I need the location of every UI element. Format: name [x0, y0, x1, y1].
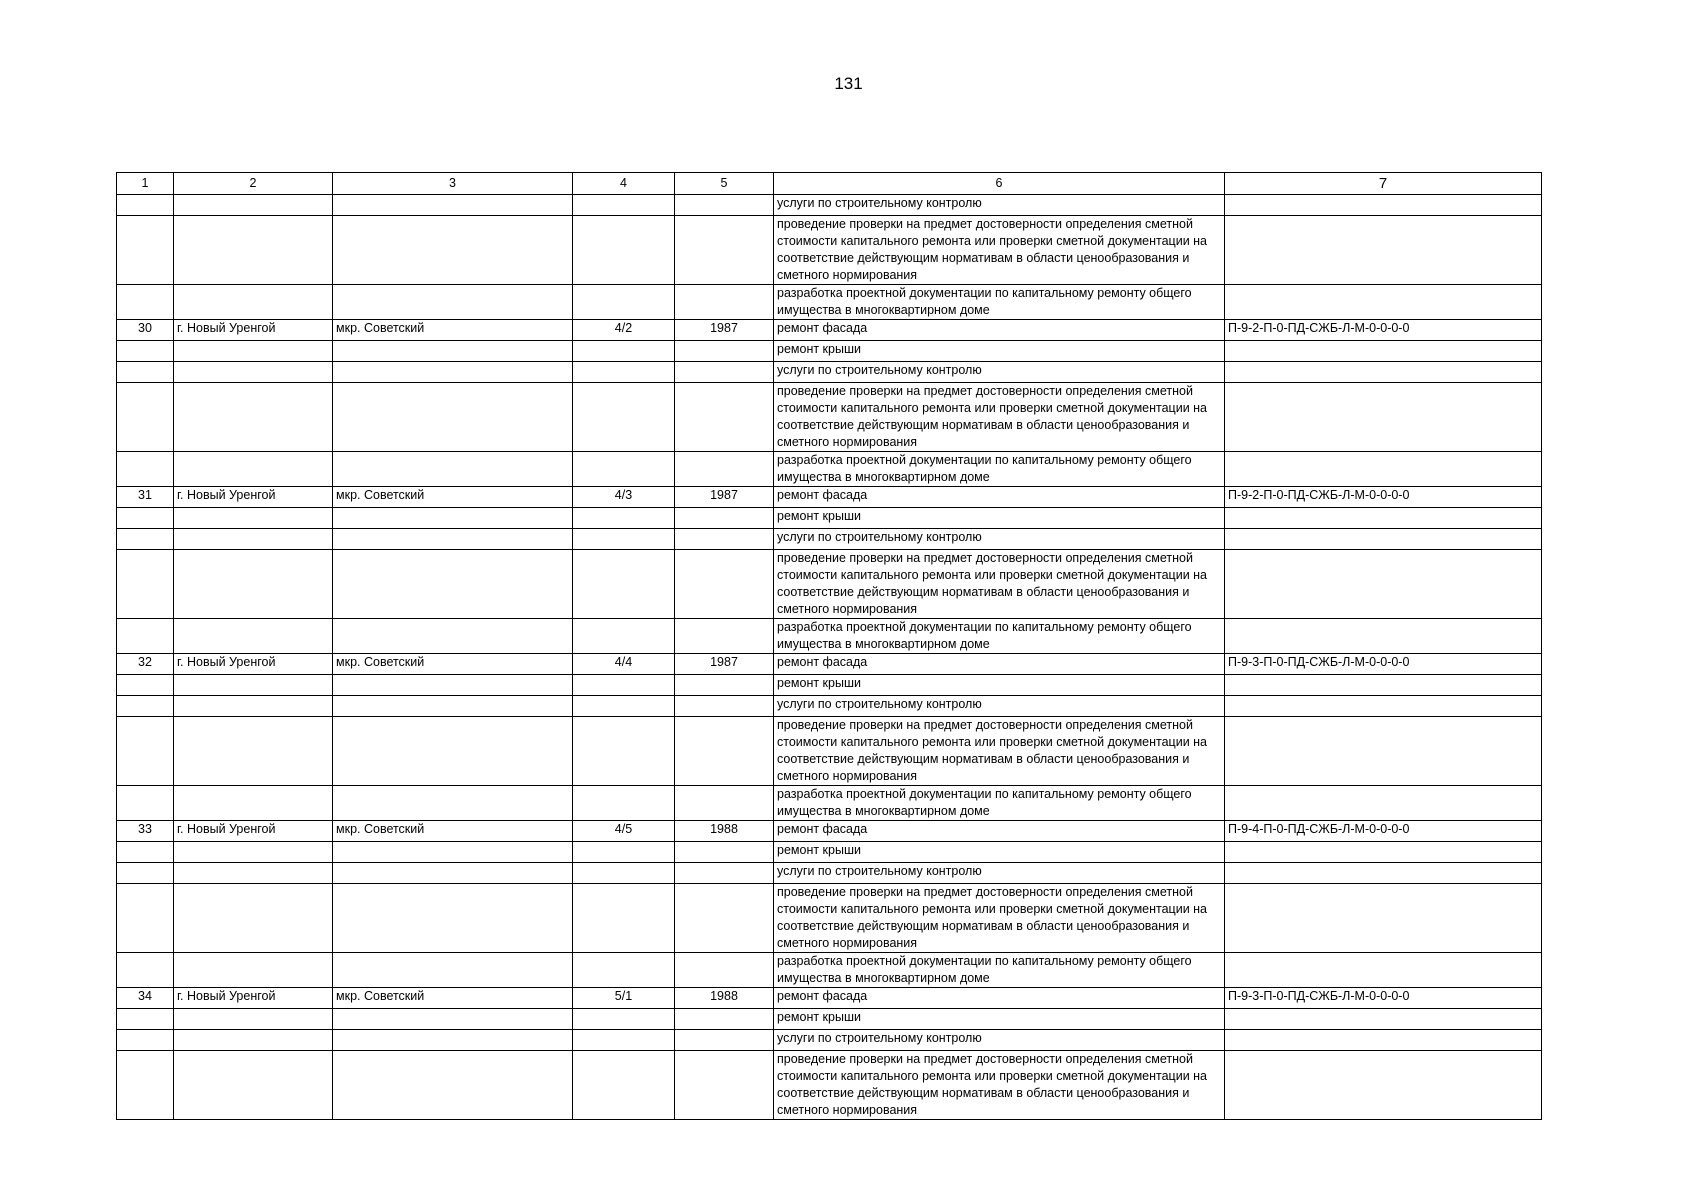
building-code-cell	[1225, 529, 1542, 550]
work-type-cell: услуги по строительному контролю	[774, 1030, 1225, 1051]
building-code-cell: П-9-3-П-0-ПД-СЖБ-Л-М-0-0-0-0	[1225, 988, 1542, 1009]
house-number-cell	[573, 195, 675, 216]
building-code-cell	[1225, 285, 1542, 320]
district-cell	[333, 1051, 573, 1120]
district-cell	[333, 884, 573, 953]
header-cell-7: 7	[1225, 173, 1542, 195]
work-type-cell: ремонт фасада	[774, 320, 1225, 341]
row-number-cell: 32	[117, 654, 174, 675]
row-number-cell	[117, 383, 174, 452]
header-cell-1: 1	[117, 173, 174, 195]
build-year-cell	[675, 285, 774, 320]
row-number-cell	[117, 619, 174, 654]
work-type-cell: услуги по строительному контролю	[774, 195, 1225, 216]
district-cell	[333, 786, 573, 821]
city-cell	[174, 550, 333, 619]
build-year-cell	[675, 884, 774, 953]
district-cell	[333, 717, 573, 786]
table-row	[117, 487, 1542, 508]
row-number-cell	[117, 696, 174, 717]
house-number-cell	[573, 786, 675, 821]
city-cell	[174, 884, 333, 953]
building-code-cell	[1225, 550, 1542, 619]
house-number-cell	[573, 619, 675, 654]
city-cell	[174, 1051, 333, 1120]
work-type-cell: разработка проектной документации по капитальному ремонту общего имущества в многоквартирном доме	[774, 786, 1225, 821]
building-code-cell: П-9-3-П-0-ПД-СЖБ-Л-М-0-0-0-0	[1225, 654, 1542, 675]
work-type-cell: проведение проверки на предмет достоверности определения сметной стоимости капитального ремонта или проверки сметной документации на соответствие действующим нормативам в области ценообразования и сметного нормирования	[774, 216, 1225, 285]
district-cell	[333, 383, 573, 452]
city-cell	[174, 786, 333, 821]
row-number-cell	[117, 842, 174, 863]
district-cell	[333, 452, 573, 487]
district-cell	[333, 696, 573, 717]
table-row	[117, 529, 1542, 550]
table-row	[117, 717, 1542, 786]
row-number-cell	[117, 452, 174, 487]
page-number: 131	[834, 74, 863, 93]
building-code-cell	[1225, 452, 1542, 487]
building-code-cell	[1225, 216, 1542, 285]
building-code-cell	[1225, 341, 1542, 362]
row-number-cell	[117, 508, 174, 529]
house-number-cell: 4/2	[573, 320, 675, 341]
district-cell	[333, 529, 573, 550]
city-cell: г. Новый Уренгой	[174, 654, 333, 675]
table-row	[117, 696, 1542, 717]
row-number-cell	[117, 341, 174, 362]
house-number-cell: 4/5	[573, 821, 675, 842]
row-number-cell: 30	[117, 320, 174, 341]
row-number-cell	[117, 786, 174, 821]
work-type-cell: ремонт фасада	[774, 654, 1225, 675]
build-year-cell	[675, 1051, 774, 1120]
table-row	[117, 953, 1542, 988]
row-number-cell	[117, 362, 174, 383]
row-number-cell	[117, 1030, 174, 1051]
work-type-cell: проведение проверки на предмет достоверности определения сметной стоимости капитального ремонта или проверки сметной документации на соответствие действующим нормативам в области ценообразования и сметного нормирования	[774, 550, 1225, 619]
row-number-cell	[117, 717, 174, 786]
district-cell	[333, 1030, 573, 1051]
city-cell	[174, 529, 333, 550]
district-cell: мкр. Советский	[333, 487, 573, 508]
table-row	[117, 383, 1542, 452]
building-code-cell	[1225, 863, 1542, 884]
building-code-cell	[1225, 1051, 1542, 1120]
table-row	[117, 320, 1542, 341]
row-number-cell: 31	[117, 487, 174, 508]
table-row	[117, 1051, 1542, 1120]
build-year-cell: 1987	[675, 487, 774, 508]
work-type-cell: ремонт фасада	[774, 487, 1225, 508]
build-year-cell	[675, 362, 774, 383]
row-number-cell	[117, 884, 174, 953]
build-year-cell	[675, 195, 774, 216]
building-code-cell	[1225, 195, 1542, 216]
table-row	[117, 1009, 1542, 1030]
building-code-cell	[1225, 953, 1542, 988]
city-cell	[174, 717, 333, 786]
district-cell: мкр. Советский	[333, 320, 573, 341]
city-cell	[174, 675, 333, 696]
build-year-cell	[675, 1030, 774, 1051]
work-type-cell: ремонт фасада	[774, 821, 1225, 842]
city-cell	[174, 195, 333, 216]
table-row	[117, 550, 1542, 619]
house-number-cell	[573, 362, 675, 383]
build-year-cell	[675, 786, 774, 821]
building-code-cell	[1225, 842, 1542, 863]
building-code-cell	[1225, 884, 1542, 953]
header-cell-3: 3	[333, 173, 573, 195]
build-year-cell	[675, 696, 774, 717]
building-code-cell	[1225, 383, 1542, 452]
city-cell: г. Новый Уренгой	[174, 988, 333, 1009]
city-cell	[174, 619, 333, 654]
build-year-cell: 1988	[675, 988, 774, 1009]
table-row	[117, 452, 1542, 487]
city-cell: г. Новый Уренгой	[174, 821, 333, 842]
district-cell	[333, 216, 573, 285]
table-row	[117, 654, 1542, 675]
district-cell	[333, 195, 573, 216]
table-row	[117, 508, 1542, 529]
work-type-cell: ремонт крыши	[774, 675, 1225, 696]
work-type-cell: ремонт крыши	[774, 1009, 1225, 1030]
city-cell	[174, 508, 333, 529]
row-number-cell	[117, 1009, 174, 1030]
city-cell: г. Новый Уренгой	[174, 320, 333, 341]
district-cell	[333, 362, 573, 383]
table-row	[117, 1030, 1542, 1051]
build-year-cell	[675, 863, 774, 884]
build-year-cell	[675, 529, 774, 550]
build-year-cell	[675, 953, 774, 988]
district-cell	[333, 1009, 573, 1030]
house-number-cell	[573, 216, 675, 285]
build-year-cell	[675, 550, 774, 619]
district-cell	[333, 842, 573, 863]
table-row	[117, 341, 1542, 362]
house-number-cell	[573, 696, 675, 717]
building-code-cell	[1225, 362, 1542, 383]
house-number-cell	[573, 953, 675, 988]
build-year-cell: 1987	[675, 320, 774, 341]
header-cell-6: 6	[774, 173, 1225, 195]
house-number-cell: 5/1	[573, 988, 675, 1009]
building-code-cell	[1225, 786, 1542, 821]
house-number-cell	[573, 717, 675, 786]
row-number-cell	[117, 550, 174, 619]
house-number-cell	[573, 452, 675, 487]
table-body	[117, 195, 1542, 1120]
work-type-cell: проведение проверки на предмет достоверности определения сметной стоимости капитального ремонта или проверки сметной документации на соответствие действующим нормативам в области ценообразования и сметного нормирования	[774, 717, 1225, 786]
city-cell	[174, 452, 333, 487]
house-number-cell	[573, 341, 675, 362]
house-number-cell	[573, 884, 675, 953]
work-type-cell: разработка проектной документации по капитальному ремонту общего имущества в многоквартирном доме	[774, 285, 1225, 320]
table-row	[117, 884, 1542, 953]
district-cell	[333, 675, 573, 696]
header-cell-2: 2	[174, 173, 333, 195]
build-year-cell	[675, 452, 774, 487]
table-row	[117, 786, 1542, 821]
city-cell	[174, 863, 333, 884]
row-number-cell	[117, 1051, 174, 1120]
building-code-cell	[1225, 1030, 1542, 1051]
district-cell	[333, 619, 573, 654]
work-type-cell: проведение проверки на предмет достоверности определения сметной стоимости капитального ремонта или проверки сметной документации на соответствие действующим нормативам в области ценообразования и сметного нормирования	[774, 884, 1225, 953]
table-row	[117, 842, 1542, 863]
building-code-cell: П-9-2-П-0-ПД-СЖБ-Л-М-0-0-0-0	[1225, 320, 1542, 341]
work-type-cell: услуги по строительному контролю	[774, 696, 1225, 717]
house-number-cell	[573, 842, 675, 863]
table-row	[117, 821, 1542, 842]
house-number-cell	[573, 1009, 675, 1030]
city-cell	[174, 953, 333, 988]
city-cell	[174, 362, 333, 383]
work-type-cell: ремонт фасада	[774, 988, 1225, 1009]
work-type-cell: разработка проектной документации по капитальному ремонту общего имущества в многоквартирном доме	[774, 452, 1225, 487]
house-number-cell: 4/4	[573, 654, 675, 675]
works-table	[116, 172, 1542, 1120]
table-row	[117, 988, 1542, 1009]
table-row	[117, 619, 1542, 654]
table-row	[117, 285, 1542, 320]
city-cell	[174, 216, 333, 285]
work-type-cell: услуги по строительному контролю	[774, 529, 1225, 550]
building-code-cell	[1225, 508, 1542, 529]
building-code-cell: П-9-2-П-0-ПД-СЖБ-Л-М-0-0-0-0	[1225, 487, 1542, 508]
build-year-cell	[675, 717, 774, 786]
table-row	[117, 362, 1542, 383]
row-number-cell: 33	[117, 821, 174, 842]
building-code-cell: П-9-4-П-0-ПД-СЖБ-Л-М-0-0-0-0	[1225, 821, 1542, 842]
district-cell: мкр. Советский	[333, 821, 573, 842]
build-year-cell	[675, 341, 774, 362]
city-cell	[174, 1030, 333, 1051]
work-type-cell: ремонт крыши	[774, 842, 1225, 863]
district-cell	[333, 550, 573, 619]
district-cell	[333, 863, 573, 884]
work-type-cell: услуги по строительному контролю	[774, 863, 1225, 884]
building-code-cell	[1225, 717, 1542, 786]
table-row	[117, 195, 1542, 216]
row-number-cell	[117, 216, 174, 285]
row-number-cell	[117, 529, 174, 550]
header-cell-5: 5	[675, 173, 774, 195]
district-cell	[333, 285, 573, 320]
build-year-cell	[675, 675, 774, 696]
house-number-cell	[573, 550, 675, 619]
city-cell	[174, 842, 333, 863]
build-year-cell	[675, 216, 774, 285]
building-code-cell	[1225, 675, 1542, 696]
district-cell	[333, 508, 573, 529]
table-row	[117, 675, 1542, 696]
city-cell: г. Новый Уренгой	[174, 487, 333, 508]
build-year-cell	[675, 1009, 774, 1030]
row-number-cell: 34	[117, 988, 174, 1009]
row-number-cell	[117, 863, 174, 884]
house-number-cell	[573, 863, 675, 884]
work-type-cell: проведение проверки на предмет достоверности определения сметной стоимости капитального ремонта или проверки сметной документации на соответствие действующим нормативам в области ценообразования и сметного нормирования	[774, 1051, 1225, 1120]
city-cell	[174, 696, 333, 717]
build-year-cell: 1988	[675, 821, 774, 842]
house-number-cell	[573, 285, 675, 320]
house-number-cell: 4/3	[573, 487, 675, 508]
work-type-cell: ремонт крыши	[774, 341, 1225, 362]
row-number-cell	[117, 953, 174, 988]
work-type-cell: ремонт крыши	[774, 508, 1225, 529]
header-row	[117, 173, 1542, 195]
district-cell	[333, 341, 573, 362]
house-number-cell	[573, 675, 675, 696]
building-code-cell	[1225, 696, 1542, 717]
table-row	[117, 216, 1542, 285]
work-type-cell: услуги по строительному контролю	[774, 362, 1225, 383]
district-cell: мкр. Советский	[333, 988, 573, 1009]
build-year-cell	[675, 383, 774, 452]
district-cell: мкр. Советский	[333, 654, 573, 675]
house-number-cell	[573, 508, 675, 529]
build-year-cell	[675, 619, 774, 654]
city-cell	[174, 1009, 333, 1030]
row-number-cell	[117, 285, 174, 320]
row-number-cell	[117, 675, 174, 696]
building-code-cell	[1225, 1009, 1542, 1030]
work-type-cell: разработка проектной документации по капитальному ремонту общего имущества в многоквартирном доме	[774, 619, 1225, 654]
work-type-cell: проведение проверки на предмет достоверности определения сметной стоимости капитального ремонта или проверки сметной документации на соответствие действующим нормативам в области ценообразования и сметного нормирования	[774, 383, 1225, 452]
build-year-cell: 1987	[675, 654, 774, 675]
build-year-cell	[675, 508, 774, 529]
city-cell	[174, 341, 333, 362]
city-cell	[174, 285, 333, 320]
work-type-cell: разработка проектной документации по капитальному ремонту общего имущества в многоквартирном доме	[774, 953, 1225, 988]
house-number-cell	[573, 1030, 675, 1051]
city-cell	[174, 383, 333, 452]
build-year-cell	[675, 842, 774, 863]
header-cell-4: 4	[573, 173, 675, 195]
row-number-cell	[117, 195, 174, 216]
house-number-cell	[573, 383, 675, 452]
building-code-cell	[1225, 619, 1542, 654]
table-row	[117, 863, 1542, 884]
house-number-cell	[573, 1051, 675, 1120]
district-cell	[333, 953, 573, 988]
house-number-cell	[573, 529, 675, 550]
